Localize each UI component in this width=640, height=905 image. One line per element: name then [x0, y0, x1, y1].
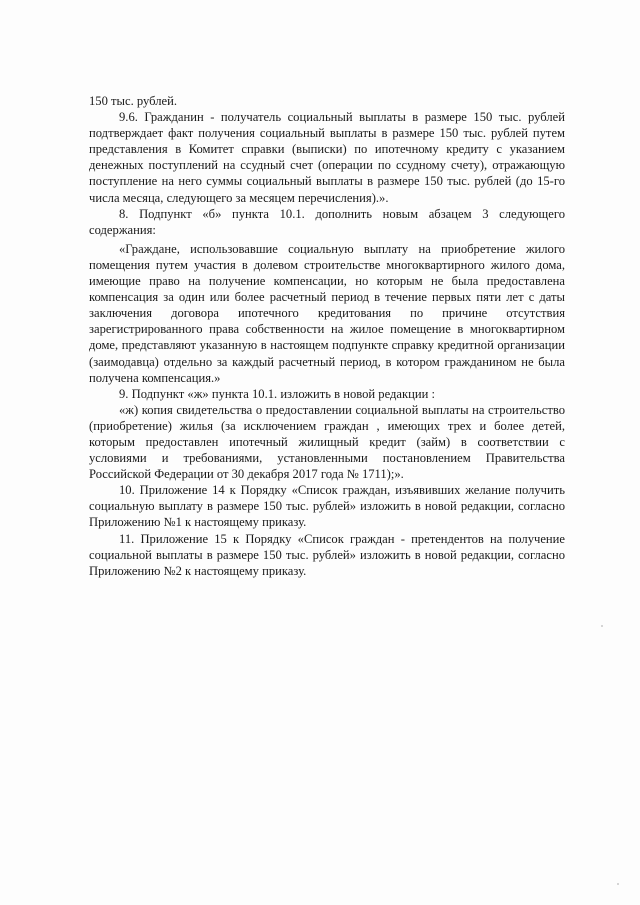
paragraph-quoted-abzac: «Граждане, использовавшие социальную выплату на приобретение жилого помещения путем участия в долевом строительстве многоквартирного жилого дома, имеющие право на получение компенсации, но которым не была предоставлена компенсация за один или более расчетный период в течение первых пяти лет с даты заключения договора ипотечного кредитования по причине отсутствия зарегистрированного права собственности на жилое помещение в многоквартирном доме, представляют указанную в настоящем подпункте справку кредитной организации (заимодавца) отдельно за каждый расчетный период, в котором гражданином не была получена компенсация.» [89, 241, 565, 385]
paragraph-item-11: 11. Приложение 15 к Порядку «Список граждан - претендентов на получение социальной выплаты в размере 150 тыс. рублей» изложить в новой редакции, согласно Приложению №2 к настоящему приказу. [89, 531, 565, 578]
scan-speck [617, 883, 619, 885]
paragraph-subitem-zh: «ж) копия свидетельства о предоставлении социальной выплаты на строительство (приобретение) жилья (за исключением граждан , имеющих трех и более детей, которым предоставлен ипотечный жилищный кредит (займ) в соответствии с условиями и требованиями, установленными постановлением Правительства Российской Федерации от 30 декабря 2017 года № 1711);». [89, 402, 565, 482]
paragraph-item-8: 8. Подпункт «б» пункта 10.1. дополнить новым абзацем 3 следующего содержания: [89, 206, 565, 237]
scan-speck [601, 625, 603, 627]
paragraph-item-10: 10. Приложение 14 к Порядку «Список граждан, изъявивших желание получить социальную выплату в размере 150 тыс. рублей» изложить в новой редакции, согласно Приложению №1 к настоящему приказу. [89, 483, 565, 530]
paragraph-continuation: 150 тыс. рублей. [89, 94, 178, 108]
paragraph-item-9: 9. Подпункт «ж» пункта 10.1. изложить в новой редакции : [119, 386, 436, 401]
document-body [89, 93, 565, 579]
paragraph-9-6: 9.6. Гражданин - получатель социальный выплаты в размере 150 тыс. рублей подтверждает факт получения социальный выплаты в размере 150 тыс. рублей путем представления в Комитет справки (выписки) по ипотечному кредиту с указанием денежных поступлений на ссудный счет (операции по ссудному счету), отражающую поступление на него суммы социальный выплаты в размере 150 тыс. рублей (до 15-го числа месяца, следующего за месяцем перечисления).». [89, 110, 565, 205]
